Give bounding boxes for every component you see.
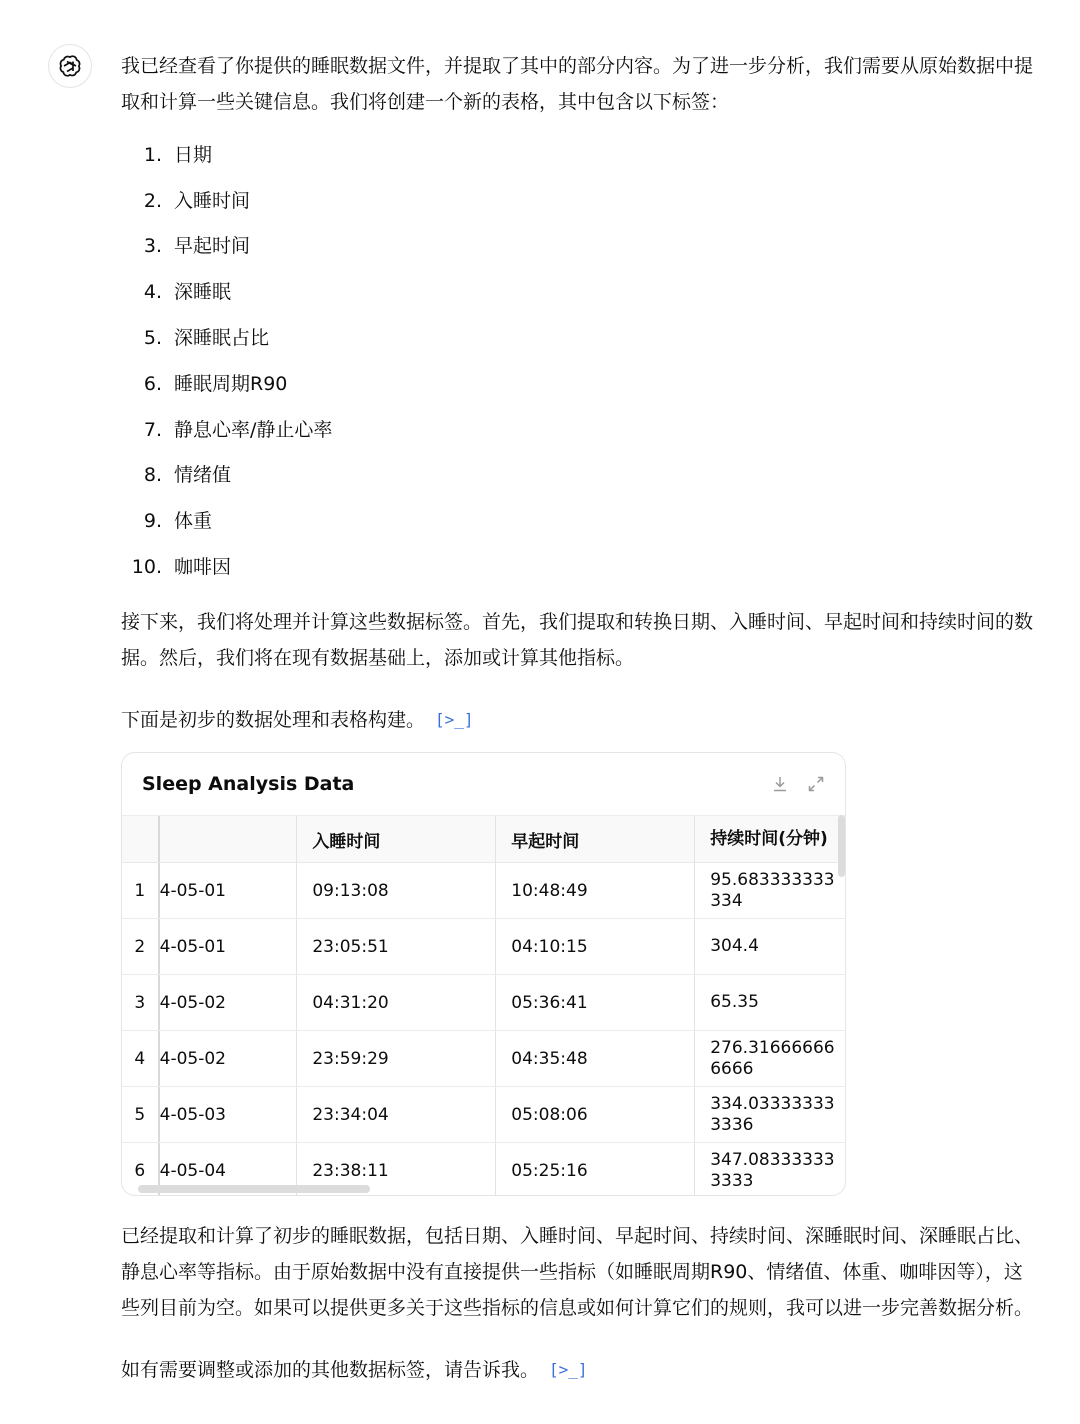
list-number: 5 . [121,320,162,356]
list-text: 情绪值 [174,464,232,487]
list-text: 入睡时间 [174,189,251,212]
cell-sleep-time: 23:59:29 [297,1031,496,1086]
cell-date: 4-05-01 [160,863,298,918]
row-index: 5 [122,1087,160,1142]
list-item [121,407,1036,453]
table-row [122,1087,845,1143]
cell-duration: 347.083333333333 [710,1149,835,1191]
download-icon[interactable] [771,775,789,793]
cell-sleep-time: 04:31:20 [297,975,496,1030]
cell-duration: 276.316666666666 [710,1037,835,1079]
cell-date: 4-05-03 [160,1087,298,1142]
list-text: 睡眠周期R90 [174,372,288,395]
cell-sleep-time: 23:38:11 [297,1143,496,1196]
row-index: 3 [122,975,160,1030]
table-tools [771,775,825,793]
table-header-bar [122,753,845,816]
cell-sleep-time: 23:05:51 [297,919,496,974]
cell-duration: 304.4 [710,936,759,956]
list-item [121,453,1036,499]
list-text: 早起时间 [174,235,251,258]
row-index: 2 [122,919,160,974]
list-number: 2 . [121,183,162,219]
cell-wake-time: 04:35:48 [496,1031,695,1086]
table-row [122,863,845,919]
cell-sleep-time: 23:34:04 [297,1087,496,1142]
column-header[interactable] [160,816,298,862]
list-number: 10 . [121,549,162,585]
list-number: 4 . [121,274,162,310]
cell-wake-time: 05:25:16 [496,1143,695,1196]
cell-wake-time: 04:10:15 [496,919,695,974]
list-item [121,315,1036,361]
list-item [121,132,1036,178]
assistant-message-continued [121,1218,1036,1388]
row-index: 1 [122,863,160,918]
label-list [121,132,1036,590]
table-row [122,919,845,975]
vertical-scrollbar[interactable] [838,815,845,877]
list-item [121,224,1036,270]
column-header[interactable]: 持续时间(分钟) [710,828,828,849]
cell-wake-time: 05:36:41 [496,975,695,1030]
list-text: 静息心率/静止心率 [174,418,333,441]
table-title: Sleep Analysis Data [142,773,355,795]
data-table-card [121,752,846,1196]
closing-text: 如有需要调整或添加的其他数据标签，请告诉我。 [121,1359,540,1381]
cell-date: 4-05-02 [160,1031,298,1086]
table-intro-paragraph [121,702,1036,738]
openai-logo-icon [58,54,82,78]
cell-date: 4-05-01 [160,919,298,974]
table-row [122,1031,845,1087]
header-index [122,816,160,862]
summary-paragraph: 已经提取和计算了初步的睡眠数据，包括日期、入睡时间、早起时间、持续时间、深睡眠时间、深睡眠占比、静息心率等指标。由于原始数据中没有直接提供一些指标（如睡眠周期R90、情绪值、体重、咖啡因等），这些列目前为空。如果可以提供更多关于这些指标的信息或如何计算它们的规则，我可以进一步完善数据分析。 [121,1225,1034,1319]
assistant-avatar [48,44,92,88]
cell-duration: 65.35 [710,992,759,1012]
cell-sleep-time: 09:13:08 [297,863,496,918]
list-item [121,498,1036,544]
cell-date: 4-05-02 [160,975,298,1030]
data-table [122,816,845,1196]
view-code-icon[interactable]: [>_] [549,1360,588,1379]
list-item [121,178,1036,224]
list-item [121,269,1036,315]
list-text: 体重 [174,510,213,533]
table-row [122,975,845,1031]
column-header[interactable]: 早起时间 [496,816,695,862]
cell-date: 4-05-04 [160,1143,298,1196]
table-intro-text: 下面是初步的数据处理和表格构建。 [121,708,426,731]
list-number: 1 . [121,137,162,173]
list-text: 深睡眠占比 [174,327,270,350]
closing-paragraph [121,1352,1036,1388]
assistant-message [121,48,1036,738]
horizontal-scrollbar[interactable] [138,1185,370,1193]
list-number: 7 . [121,412,162,448]
expand-icon[interactable] [807,775,825,793]
list-number: 8 . [121,457,162,493]
column-header[interactable]: 入睡时间 [297,816,496,862]
cell-duration: 334.033333333336 [710,1093,835,1135]
list-item [121,361,1036,407]
processing-paragraph: 接下来，我们将处理并计算这些数据标签。首先，我们提取和转换日期、入睡时间、早起时间和持续时间的数据。然后，我们将在现有数据基础上，添加或计算其他指标。 [121,610,1034,669]
row-index: 4 [122,1031,160,1086]
view-code-icon[interactable]: [>_] [435,709,474,729]
list-text: 日期 [174,143,213,166]
table-header-row [122,816,845,863]
list-item [121,544,1036,590]
intro-paragraph: 我已经查看了你提供的睡眠数据文件，并提取了其中的部分内容。为了进一步分析，我们需要从原始数据中提取和计算一些关键信息。我们将创建一个新的表格，其中包含以下标签： [121,55,1034,113]
cell-wake-time: 10:48:49 [496,863,695,918]
list-text: 咖啡因 [174,556,232,579]
list-number: 6 . [121,366,162,402]
cell-wake-time: 05:08:06 [496,1087,695,1142]
cell-duration: 95.683333333334 [710,869,835,911]
list-number: 9 . [121,503,162,539]
list-number: 3 . [121,228,162,264]
row-index: 6 [122,1143,160,1196]
list-text: 深睡眠 [174,281,232,304]
